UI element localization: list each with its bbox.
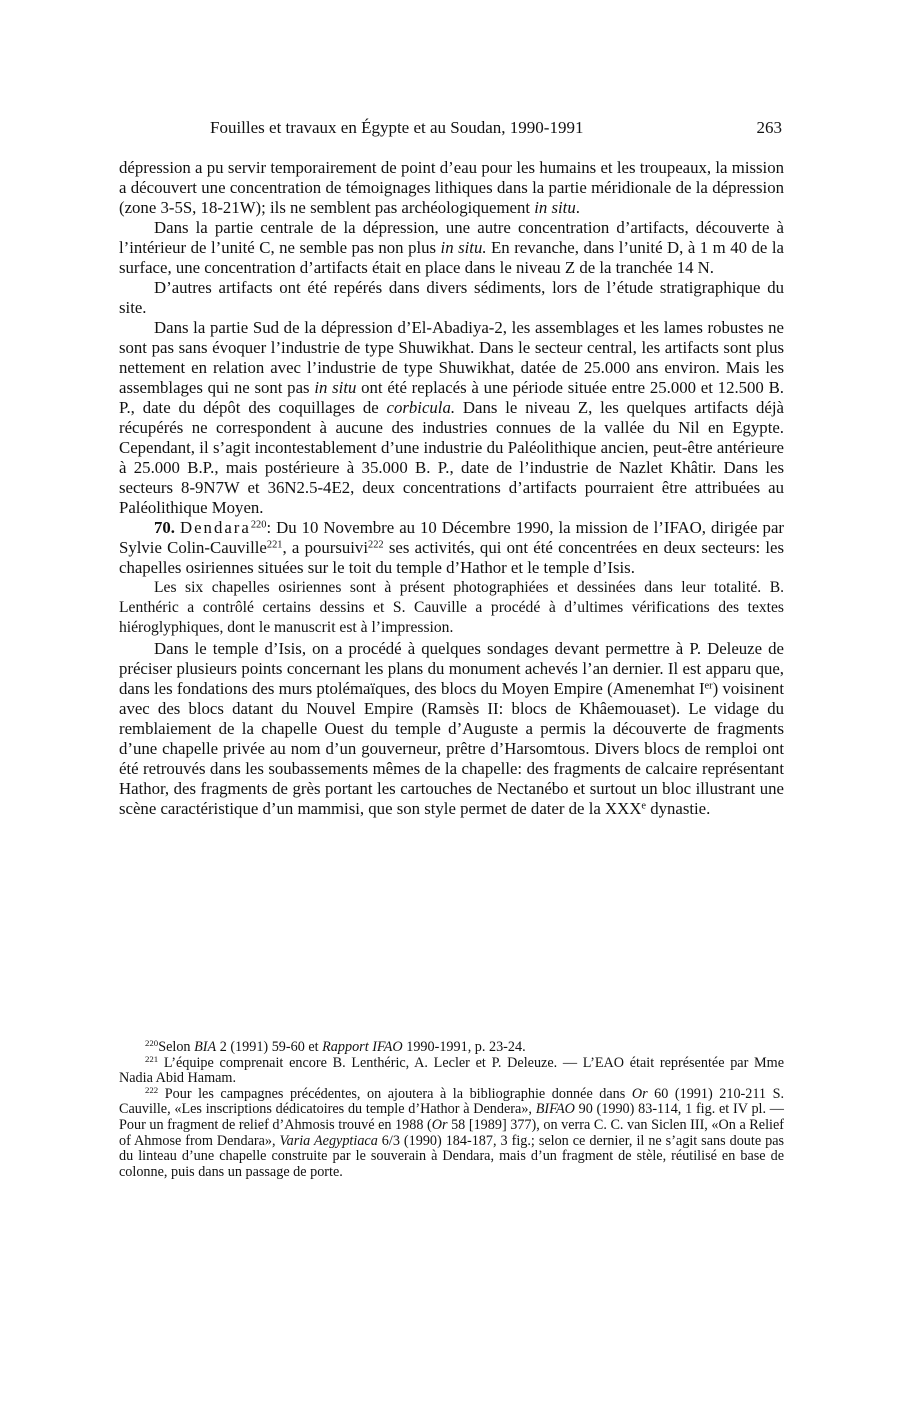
paragraph-temple-isis — [119, 639, 784, 819]
text-run: 60 (1991) 210-211 S. Cauville, «Les inscriptions dédicatoires du temple d’Hathor à Dendera», — [119, 1085, 785, 1118]
text-run: Dans la partie Sud de la dépression d’El-Abadiya-2, les assemblages et les lames robustes ne sont pas sans évoquer l’industrie de type Shuwikhat. Dans le secteur central, les artifacts sont plus nettement en relation avec l’industrie de type Shuwikhat, datée de 25.000 ans environ. Mais les assemblages qui ne sont pas — [119, 318, 784, 397]
site-name: Dendara — [179, 518, 251, 537]
paragraph-chapelles: Les six chapelles osiriennes sont à présent photographiées et dessinées dans leur totalité. B. Lenthéric a contrôlé certains dessins et S. Cauville a procédé à d’ultimes vérifications des textes hiéroglyphiques, dont le manuscrit est à l’impression. — [119, 579, 784, 637]
footnote-number: 222 — [145, 1084, 159, 1095]
footnotes — [119, 1040, 784, 1180]
text-run: ses activités, qui ont été concentrées en deux secteurs: les chapelles osiriennes situées sur le toit du temple d’Hathor et le temple d’Isis. — [119, 538, 785, 577]
footnote-ref-222[interactable]: 222 — [368, 539, 384, 551]
ordinal-superscript: er — [704, 679, 713, 691]
footnote-222 — [119, 1084, 785, 1181]
text-run: ont été replacés à une période située entre 25.000 et 12.500 B. P., date du dépôt des coquillages de — [119, 378, 784, 417]
text-run: Dans le temple d’Isis, on a procédé à quelques sondages devant permettre à P. Deleuze de préciser plusieurs points concernant les plans du monument achevés l’an dernier. Il est apparu que, dans les fondations des murs ptolémaïques, des blocs du Moyen Empire (Amenemhat I — [119, 638, 784, 698]
text-run: : Du 10 Novembre au 10 Décembre 1990, la mission de l’IFAO, dirigée par Sylvie Colin-Cauville — [119, 518, 784, 557]
paragraph-4 — [119, 318, 784, 518]
italic-run: BIFAO — [535, 1101, 575, 1118]
page-number: 263 — [756, 118, 782, 137]
paragraph-3: D’autres artifacts ont été repérés dans divers sédiments, lors de l’étude stratigraphique du site. — [119, 278, 784, 317]
text-run: . — [575, 198, 580, 217]
text-run: 2 (1991) 59-60 et — [216, 1039, 323, 1055]
footnote-221 — [119, 1053, 784, 1087]
italic-run: Rapport IFAO — [322, 1039, 403, 1055]
italic-run: in situ — [534, 198, 576, 217]
running-title: Fouilles et travaux en Égypte et au Soudan, 1990-1991 — [210, 118, 584, 137]
text-run: 90 (1990) 83-114, 1 fig. et IV pl. — Pour un fragment de relief d’Ahmosis trouvé en 1988 ( — [119, 1101, 784, 1133]
text-run: Dans le niveau Z, les quelques artifacts déjà récupérés ne correspondent à aucune des industries connues de la vallée du Nil en Egypte. Cependant, il s’agit incontestablement d’une industrie du Paléolithique ancien, peut-être antérieure à 25.000 B.P., mais postérieure à 35.000 B. P., date de l’industrie de Nazlet Khâtir. Dans les secteurs 8-9N7W et 36N2.5-4E2, deux concentrations d’artifacts pourraient être attribuées au Paléolithique Moyen. — [119, 398, 784, 517]
italic-run: corbicula. — [386, 398, 456, 417]
text-run: 1990-1991, p. 23-24. — [402, 1039, 526, 1055]
text-run: ) voisinent avec des blocs datant du Nouvel Empire (Ramsès II: blocs de Khâemouaset). Le vidage du remblaiement de la chapelle Ouest du temple d’Auguste a permis la découverte de fragments d’une chapelle privée au nom d’un gouverneur, prêtre d’Harsomtous. Divers blocs de remploi ont été retrouvés dans les soubassements mêmes de la chapelle: des fragments de calcaire représentant Hathor, des fragments de grès portant les cartouches de Nectanébo et surtout un bloc illustrant une scène caractéristique d’un mammisi, que son style permet de dater de la XXX — [119, 678, 784, 818]
paragraph-1 — [119, 158, 784, 218]
section-number: 70. — [154, 518, 175, 537]
footnote-ref-220[interactable]: 220 — [250, 519, 267, 531]
paragraph-dendara — [119, 518, 784, 578]
text-run: Pour les campagnes précédentes, on ajoutera à la bibliographie donnée dans — [158, 1085, 632, 1102]
italic-run: BIA — [194, 1039, 217, 1055]
text-run: , a poursuivi — [282, 538, 368, 557]
paragraph-2 — [119, 218, 784, 278]
italic-run: Or — [431, 1116, 448, 1133]
text-run: dépression a pu servir temporairement de point d’eau pour les humains et les troupeaux, la mission a découvert une concentration de témoignages lithiques dans la partie méridionale de la dépression (zone 3-5S, 18-21W); ils ne semblent pas archéologiquement — [119, 158, 784, 217]
footnote-number: 221 — [145, 1053, 159, 1064]
text-run: En revanche, dans l’unité D, à 1 m 40 de la surface, une concentration d’artifacts était en place dans le niveau Z de la tranchée 14 N. — [119, 238, 784, 277]
text-run: L’équipe comprenait encore B. Lenthéric, A. Lecler et P. Deleuze. — L’EAO était représentée par Mme Nadia Abid Hamam. — [119, 1054, 784, 1087]
text-run: 58 [1989] 377), on verra C. C. van Siclen III, «On a Relief of Ahmose from Dendara», — [119, 1116, 784, 1149]
italic-run: Or — [631, 1085, 648, 1102]
footnote-number: 220 — [145, 1038, 159, 1049]
text-run: 6/3 (1990) 184-187, 3 fig.; selon ce dernier, il ne s’agit sans doute pas du linteau d’une chapelle construite par le souverain à Dendara, mais d’un fragment de stèle, réutilisé en base de colonne, puis dans un passage de porte. — [119, 1132, 785, 1180]
ordinal-superscript: e — [641, 799, 646, 811]
footnote-220 — [119, 1040, 784, 1056]
footnote-ref-221[interactable]: 221 — [266, 539, 283, 551]
text-run: Dans la partie centrale de la dépression, une autre concentration d’artifacts, découverte à l’intérieur de l’unité C, ne semble pas non plus — [119, 218, 784, 257]
italic-run: in situ. — [440, 238, 487, 257]
main-text — [119, 158, 784, 819]
italic-run: in situ — [314, 378, 357, 397]
italic-run: Varia Aegyptiaca — [279, 1132, 378, 1149]
text-run: dynastie. — [646, 798, 711, 818]
text-run: Selon — [158, 1039, 195, 1055]
